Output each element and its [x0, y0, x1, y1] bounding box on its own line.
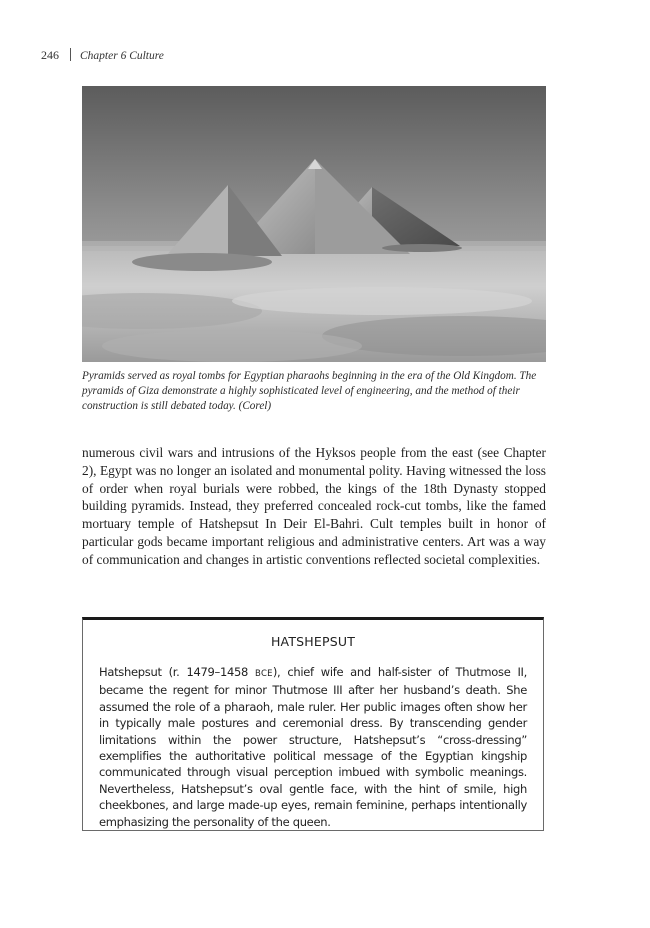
sidebar-text-after-era: ), chief wife and half-sister of Thutmose II, became the regent for minor Thutmose III after her husband’s death. She assumed the role of a pharaoh, male ruler. Her public images often show her in typically male postures and ceremonial dress. By transcending gender limitations within the power structure, Hatshepsut’s “cross-dressing” exemplifies the authoritative political message of the Egyptian kingship communicated through visual perception imbued with symbolic meanings. Nevertheless, Hatshepsut’s oval gentle face, with the hint of smile, high cheekbones, and large made-up eyes, remain feminine, perhaps intentionally emphasizing the personality of the queen.	[99, 665, 527, 829]
page-number: 246	[41, 48, 59, 62]
pyramids-photo-icon	[82, 86, 546, 362]
chapter-title: Chapter 6 Culture	[80, 50, 164, 62]
header-divider	[70, 48, 71, 61]
running-head	[41, 48, 164, 63]
era-abbreviation: BCE	[254, 669, 273, 679]
pyramids-photo	[82, 86, 546, 362]
figure-caption: Pyramids served as royal tombs for Egyptian pharaohs beginning in the era of the Old Kingdom. The pyramids of Giza demonstrate a highly sophisticated level of engineering, and the method of their construction is still debated today. (Corel)	[82, 370, 537, 412]
sidebar-paragraph	[99, 664, 527, 830]
sidebar-box	[82, 617, 544, 831]
body-paragraph: numerous civil wars and intrusions of the Hyksos people from the east (see Chapter 2), Egypt was no longer an isolated and monumental polity. Having witnessed the loss of order when royal burials were robbed, the kings of the 18th Dynasty stopped building pyramids. Instead, they preferred concealed rock-cut tombs, like the famed mortuary temple of Hatshepsut In Deir El-Bahri. Cult temples built in honor of particular gods became important religious and administrative centers. Art was a way of communication and changes in artistic conventions reflected societal complexities.	[82, 445, 546, 567]
sidebar-body	[99, 664, 527, 830]
sidebar-title: HATSHEPSUT	[270, 634, 356, 649]
sidebar-text-before-era: Hatshepsut (r. 1479–1458	[99, 665, 255, 679]
body-text	[82, 444, 546, 569]
